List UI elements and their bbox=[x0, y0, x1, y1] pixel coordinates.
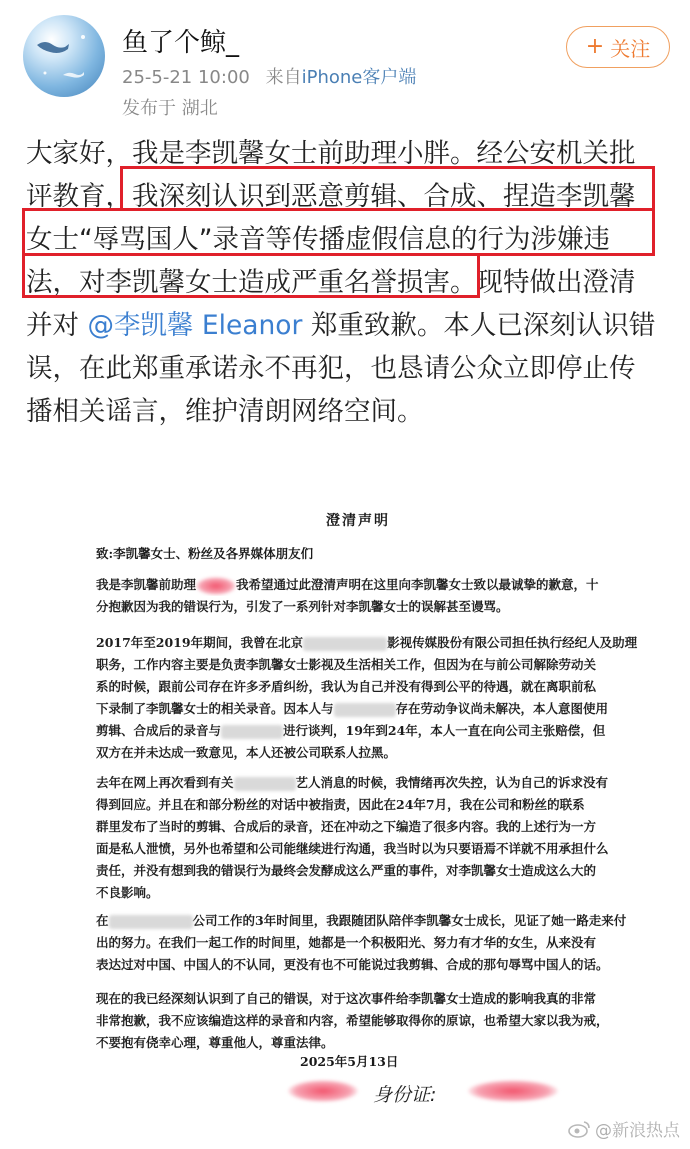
redacted-name bbox=[196, 577, 236, 595]
doc-paragraph: 在 公司工作的3年时间里，我跟随团队陪伴李凯馨女士成长，见证了她一路走来付 出的努力。在我们一起工作的时间里，她都是一个积极阳光、努力有才华的女生，从来没有 表达过对中国、中国人的不认同，更没有也不可能说过我剪辑、合成的那句辱骂中国人的话。 bbox=[96, 913, 627, 972]
watermark bbox=[567, 1116, 680, 1141]
post-line-part: 并对 bbox=[26, 310, 88, 341]
post-line: 评教育，我深刻认识到恶意剪辑、合成、捏造李凯馨 bbox=[26, 181, 636, 212]
post-timestamp: 25-5-21 10:00 bbox=[122, 67, 250, 88]
post-line: 女士“辱骂国人”录音等传播虚假信息的行为涉嫌违 bbox=[26, 224, 610, 255]
doc-paragraph: 去年在网上再次看到有关 艺人消息的时候，我情绪再次失控，认为自己的诉求没有 得到回应。并且在和部分粉丝的对话中被指责，因此在24年7月，我在公司和粉丝的联系 群里发布了当时的剪辑、合成后的录音，还在冲动之下编造了很多内容。我的上述行为一方 面是私人泄愤，另外也希望和公司能继续进行沟通，我当时以为只要语焉不详就不用承担什么 责任，并没有想到我的错误行为最终会发酵成这么严重的事件，对李凯馨女士造成这么大的 不良影响。 bbox=[96, 775, 609, 900]
post-line bbox=[26, 304, 666, 347]
post-line: 法，对李凯馨女士造成严重名誉损害。现特做出澄清 bbox=[26, 267, 636, 298]
post-line: 播相关谣言，维护清朗网络空间。 bbox=[26, 396, 424, 427]
weibo-icon bbox=[567, 1119, 591, 1139]
doc-date: 2025年5月13日 bbox=[300, 1054, 399, 1069]
post-location: 发布于 湖北 bbox=[122, 98, 218, 119]
plus-icon: + bbox=[585, 34, 605, 59]
id-label: 身份证: bbox=[373, 1084, 437, 1106]
doc-paragraph: 现在的我已经深刻认识到了自己的错误，对于这次事件给李凯馨女士造成的影响我真的非常 非常抱歉，我不应该编造这样的录音和内容，希望能够取得你的原谅，也希望大家以我为戒， 不要抱有侥幸心理，尊重他人，尊重法律。 bbox=[96, 991, 609, 1050]
post-line-part: 郑重致歉。本人已深刻认识错 bbox=[302, 310, 656, 341]
redacted-company bbox=[109, 915, 193, 929]
redacted-company bbox=[303, 637, 387, 651]
follow-button[interactable] bbox=[566, 26, 670, 68]
mention-link[interactable]: @李凯馨 Eleanor bbox=[87, 310, 303, 341]
redacted-company bbox=[221, 725, 283, 739]
doc-salutation: 致:李凯馨女士、粉丝及各界媒体朋友们 bbox=[96, 546, 314, 561]
whale-icon bbox=[23, 15, 105, 97]
source-prefix: 来自 bbox=[265, 67, 302, 88]
redacted-company bbox=[234, 777, 296, 791]
watermark-text: @新浪热点 bbox=[595, 1121, 680, 1141]
redacted-company bbox=[334, 703, 396, 717]
doc-paragraph: 我是李凯馨前助理 我希望通过此澄清声明在这里向李凯馨女士致以最诚挚的歉意，十 分抱歉因为我的错误行为，引发了一系列针对李凯馨女士的误解甚至谩骂。 bbox=[96, 577, 599, 614]
follow-label: 关注 bbox=[610, 36, 651, 61]
signature-row bbox=[288, 1070, 648, 1110]
post-header bbox=[0, 0, 690, 120]
redacted-id bbox=[468, 1080, 558, 1102]
post-line: 误，在此郑重承诺永不再犯，也恳请公众立即停止传 bbox=[26, 353, 636, 384]
post-meta bbox=[122, 63, 416, 89]
doc-title: 澄清声明 bbox=[326, 513, 390, 529]
post-body bbox=[26, 132, 666, 433]
avatar[interactable] bbox=[23, 15, 105, 97]
statement-document bbox=[78, 470, 638, 1130]
username[interactable]: 鱼了个鲸_ bbox=[122, 28, 240, 58]
source-link[interactable]: iPhone客户端 bbox=[301, 67, 417, 88]
post-line: 大家好，我是李凯馨女士前助理小胖。经公安机关批 bbox=[26, 138, 636, 169]
redacted-signature bbox=[288, 1080, 358, 1102]
doc-paragraph: 2017年至2019年期间，我曾在北京 影视传媒股份有限公司担任执行经纪人及助理 职务，工作内容主要是负责李凯馨女士影视及生活相关工作，但因为在与前公司解除劳动关 系的时候，跟前公司存在许多矛盾纠纷，我认为自己并没有得到公平的待遇，就在离职前私 下录制了李凯馨女士的相关录音。因本人与 存在劳动争议尚未解决，本人意图使用 剪辑、合成后的录音与 进行谈判，19年到24年，本人一直在向公司主张赔偿，但 双方在并未达成一致意见，本人还被公司联系人拉黑。 bbox=[96, 635, 638, 760]
